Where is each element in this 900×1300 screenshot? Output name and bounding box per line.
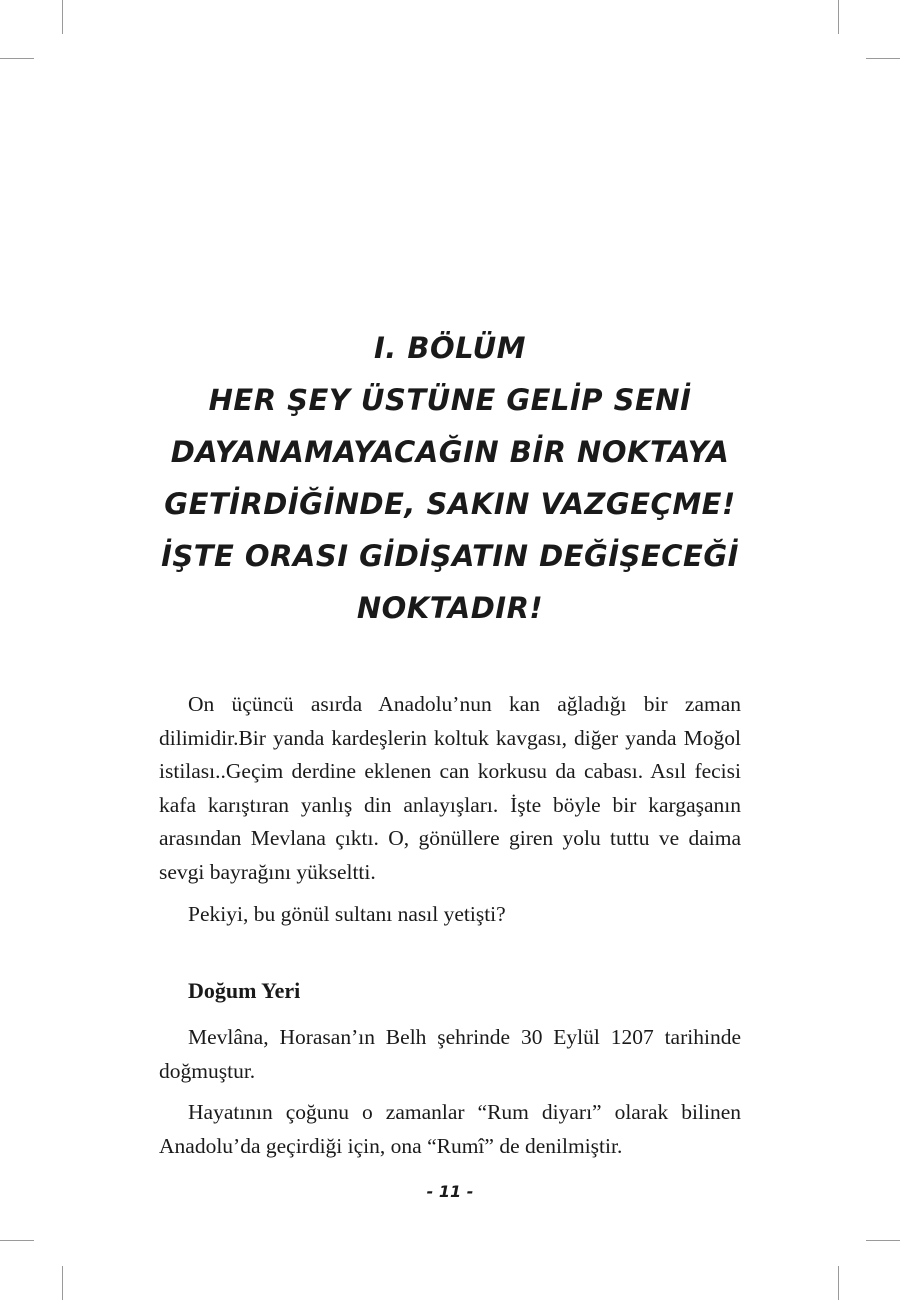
chapter-title-line: GETİRDİĞİNDE, SAKIN VAZGEÇME! [164, 487, 736, 521]
chapter-number: I. BÖLÜM [374, 331, 526, 365]
crop-mark-right-bottom [866, 1240, 900, 1241]
chapter-title-line: DAYANAMAYACAĞIN BİR NOKTAYA [170, 435, 730, 469]
chapter-title [150, 322, 750, 634]
paragraph: Mevlâna, Horasan’ın Belh şehrinde 30 Eylül 1207 tarihinde doğmuştur. [159, 1025, 741, 1083]
chapter-title-line: İŞTE ORASI GİDİŞATIN DEĞİŞECEĞİ [161, 539, 739, 573]
paragraph: Pekiyi, bu gönül sultanı nasıl yetişti? [188, 901, 506, 926]
paragraph: Hayatının çoğunu o zamanlar “Rum diyarı” olarak bilinen Anadolu’da geçirdiği için, ona “Rumî” de denilmiştir. [159, 1100, 741, 1158]
chapter-title-line: HER ŞEY ÜSTÜNE GELİP SENİ [208, 383, 692, 417]
crop-mark-left-bottom [0, 1240, 34, 1241]
paragraph: On üçüncü asırda Anadolu’nun kan ağladığı bir zaman dilimidir.Bir yanda kardeşlerin koltuk kavgası, diğer yanda Moğol istilası..Geçim derdine eklenen can korkusu da cabası. Asıl fecisi kafa karıştıran yanlış din anlayışları. İşte böyle bir kargaşanın arasından Mevlana çıktı. O, gönüllere giren yolu tuttu ve daima sevgi bayrağını yükseltti. [159, 692, 741, 884]
crop-mark-left-top [0, 58, 34, 59]
crop-mark-top-right [838, 0, 839, 34]
crop-mark-right-top [866, 58, 900, 59]
chapter-title-line: NOKTADIR! [356, 591, 544, 625]
crop-mark-bottom-left [62, 1266, 63, 1300]
body-text [159, 688, 741, 1164]
crop-mark-top-left [62, 0, 63, 34]
page-number: - 11 - [426, 1182, 474, 1201]
crop-mark-bottom-right [838, 1266, 839, 1300]
section-heading: Doğum Yeri [188, 978, 301, 1004]
